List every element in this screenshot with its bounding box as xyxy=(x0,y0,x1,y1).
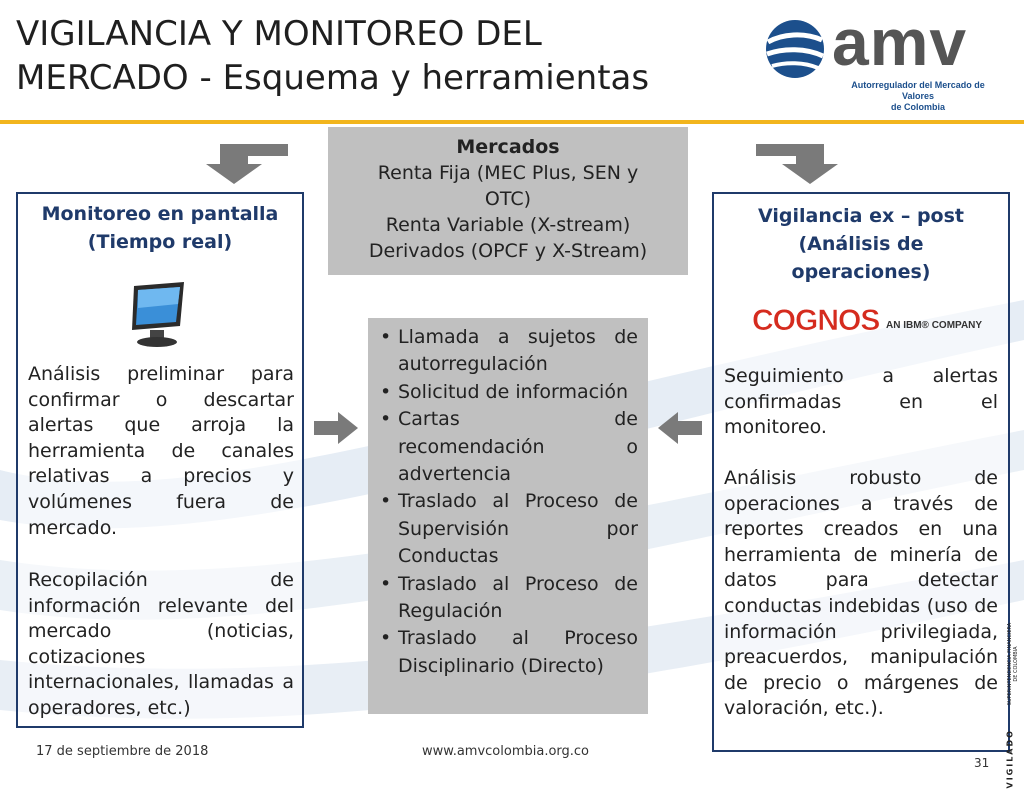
realtime-paragraph-2: Recopilación de información relevante del mercado (noticias, cotizaciones internacionales, llamadas a operadores, etc.) xyxy=(28,569,294,719)
ex-post-paragraph-2: Análisis robusto de operaciones a través de reportes creados en una herramienta de minería de datos para detectar conductas indebidas (uso de información privilegiada, preacuerdos, manipulación de precio o márgenes de valoración, etc.). xyxy=(724,467,998,720)
heading-line: (Tiempo real) xyxy=(87,231,233,253)
list-item: • Cartas de recomendación o advertencia xyxy=(378,406,638,488)
title-divider xyxy=(0,120,1024,124)
cognos-tagline: AN IBM® COMPANY xyxy=(886,320,983,331)
ex-post-surveillance-heading xyxy=(714,202,1008,286)
vigilado-label: VIGILADO xyxy=(1005,729,1015,789)
footer-date: 17 de septiembre de 2018 xyxy=(36,744,209,759)
ex-post-surveillance-box xyxy=(712,192,1010,752)
arrow-left-icon xyxy=(656,410,704,446)
markets-line: Renta Fija (MEC Plus, SEN y xyxy=(377,162,639,184)
vigilado-sub-line-2: DE COLOMBIA xyxy=(1013,646,1019,682)
logo-tagline-line-2: de Colombia xyxy=(890,102,945,112)
vigilado-stamp xyxy=(1004,606,1024,789)
heading-line: Monitoreo en pantalla xyxy=(41,203,279,225)
page-number: 31 xyxy=(974,756,990,770)
markets-heading: Mercados xyxy=(456,136,560,158)
actions-box xyxy=(368,318,648,714)
arrow-down-left-icon xyxy=(204,140,294,186)
vigilado-sublabel xyxy=(1007,599,1019,729)
list-item: • Traslado al Proceso Disciplinario (Directo) xyxy=(378,625,638,680)
logo-tagline-line-1: Autorregulador del Mercado de Valores xyxy=(851,80,985,101)
slide-title xyxy=(16,12,746,100)
footer-url[interactable]: www.amvcolombia.org.co xyxy=(422,744,590,759)
list-item: • Traslado al Proceso de Regulación xyxy=(378,571,638,626)
ex-post-paragraph-1: Seguimiento a alertas confirmadas en el monitoreo. xyxy=(724,365,998,439)
realtime-monitoring-heading xyxy=(18,200,302,256)
list-item: • Traslado al Proceso de Supervisión por Conductas xyxy=(378,488,638,570)
logo-tagline xyxy=(834,80,1002,113)
logo-wordmark: amv xyxy=(832,5,968,79)
vigilado-sub-line-1: SUPERINTENDENCIA FINANCIERA xyxy=(1007,622,1013,706)
title-line-1: VIGILANCIA Y MONITOREO DEL xyxy=(16,14,542,54)
list-item: • Solicitud de información xyxy=(378,379,638,406)
cognos-logo xyxy=(752,304,992,336)
arrow-right-icon xyxy=(312,410,360,446)
markets-line: Renta Variable (X-stream) xyxy=(385,214,631,236)
realtime-paragraph-1: Análisis preliminar para confirmar o descartar alertas que arroja la herramienta de canales relativas a precios y volúmenes fuera de mercado. xyxy=(28,363,294,539)
monitor-icon xyxy=(128,282,188,348)
markets-box xyxy=(328,127,688,275)
cognos-wordmark: COGNOS xyxy=(752,304,880,336)
list-item: • Llamada a sujetos de autorregulación xyxy=(378,324,638,379)
globe-icon xyxy=(764,18,826,80)
heading-line: (Análisis de xyxy=(798,233,924,255)
heading-line: Vigilancia ex – post xyxy=(758,205,964,227)
heading-line: operaciones) xyxy=(791,261,931,283)
markets-line: Derivados (OPCF y X-Stream) xyxy=(368,240,648,262)
title-line-2: MERCADO - Esquema y herramientas xyxy=(16,58,650,98)
markets-line: OTC) xyxy=(484,188,532,210)
amv-logo xyxy=(762,5,1002,112)
actions-list xyxy=(378,324,638,680)
arrow-down-right-icon xyxy=(750,140,840,186)
realtime-monitoring-box xyxy=(16,192,304,728)
